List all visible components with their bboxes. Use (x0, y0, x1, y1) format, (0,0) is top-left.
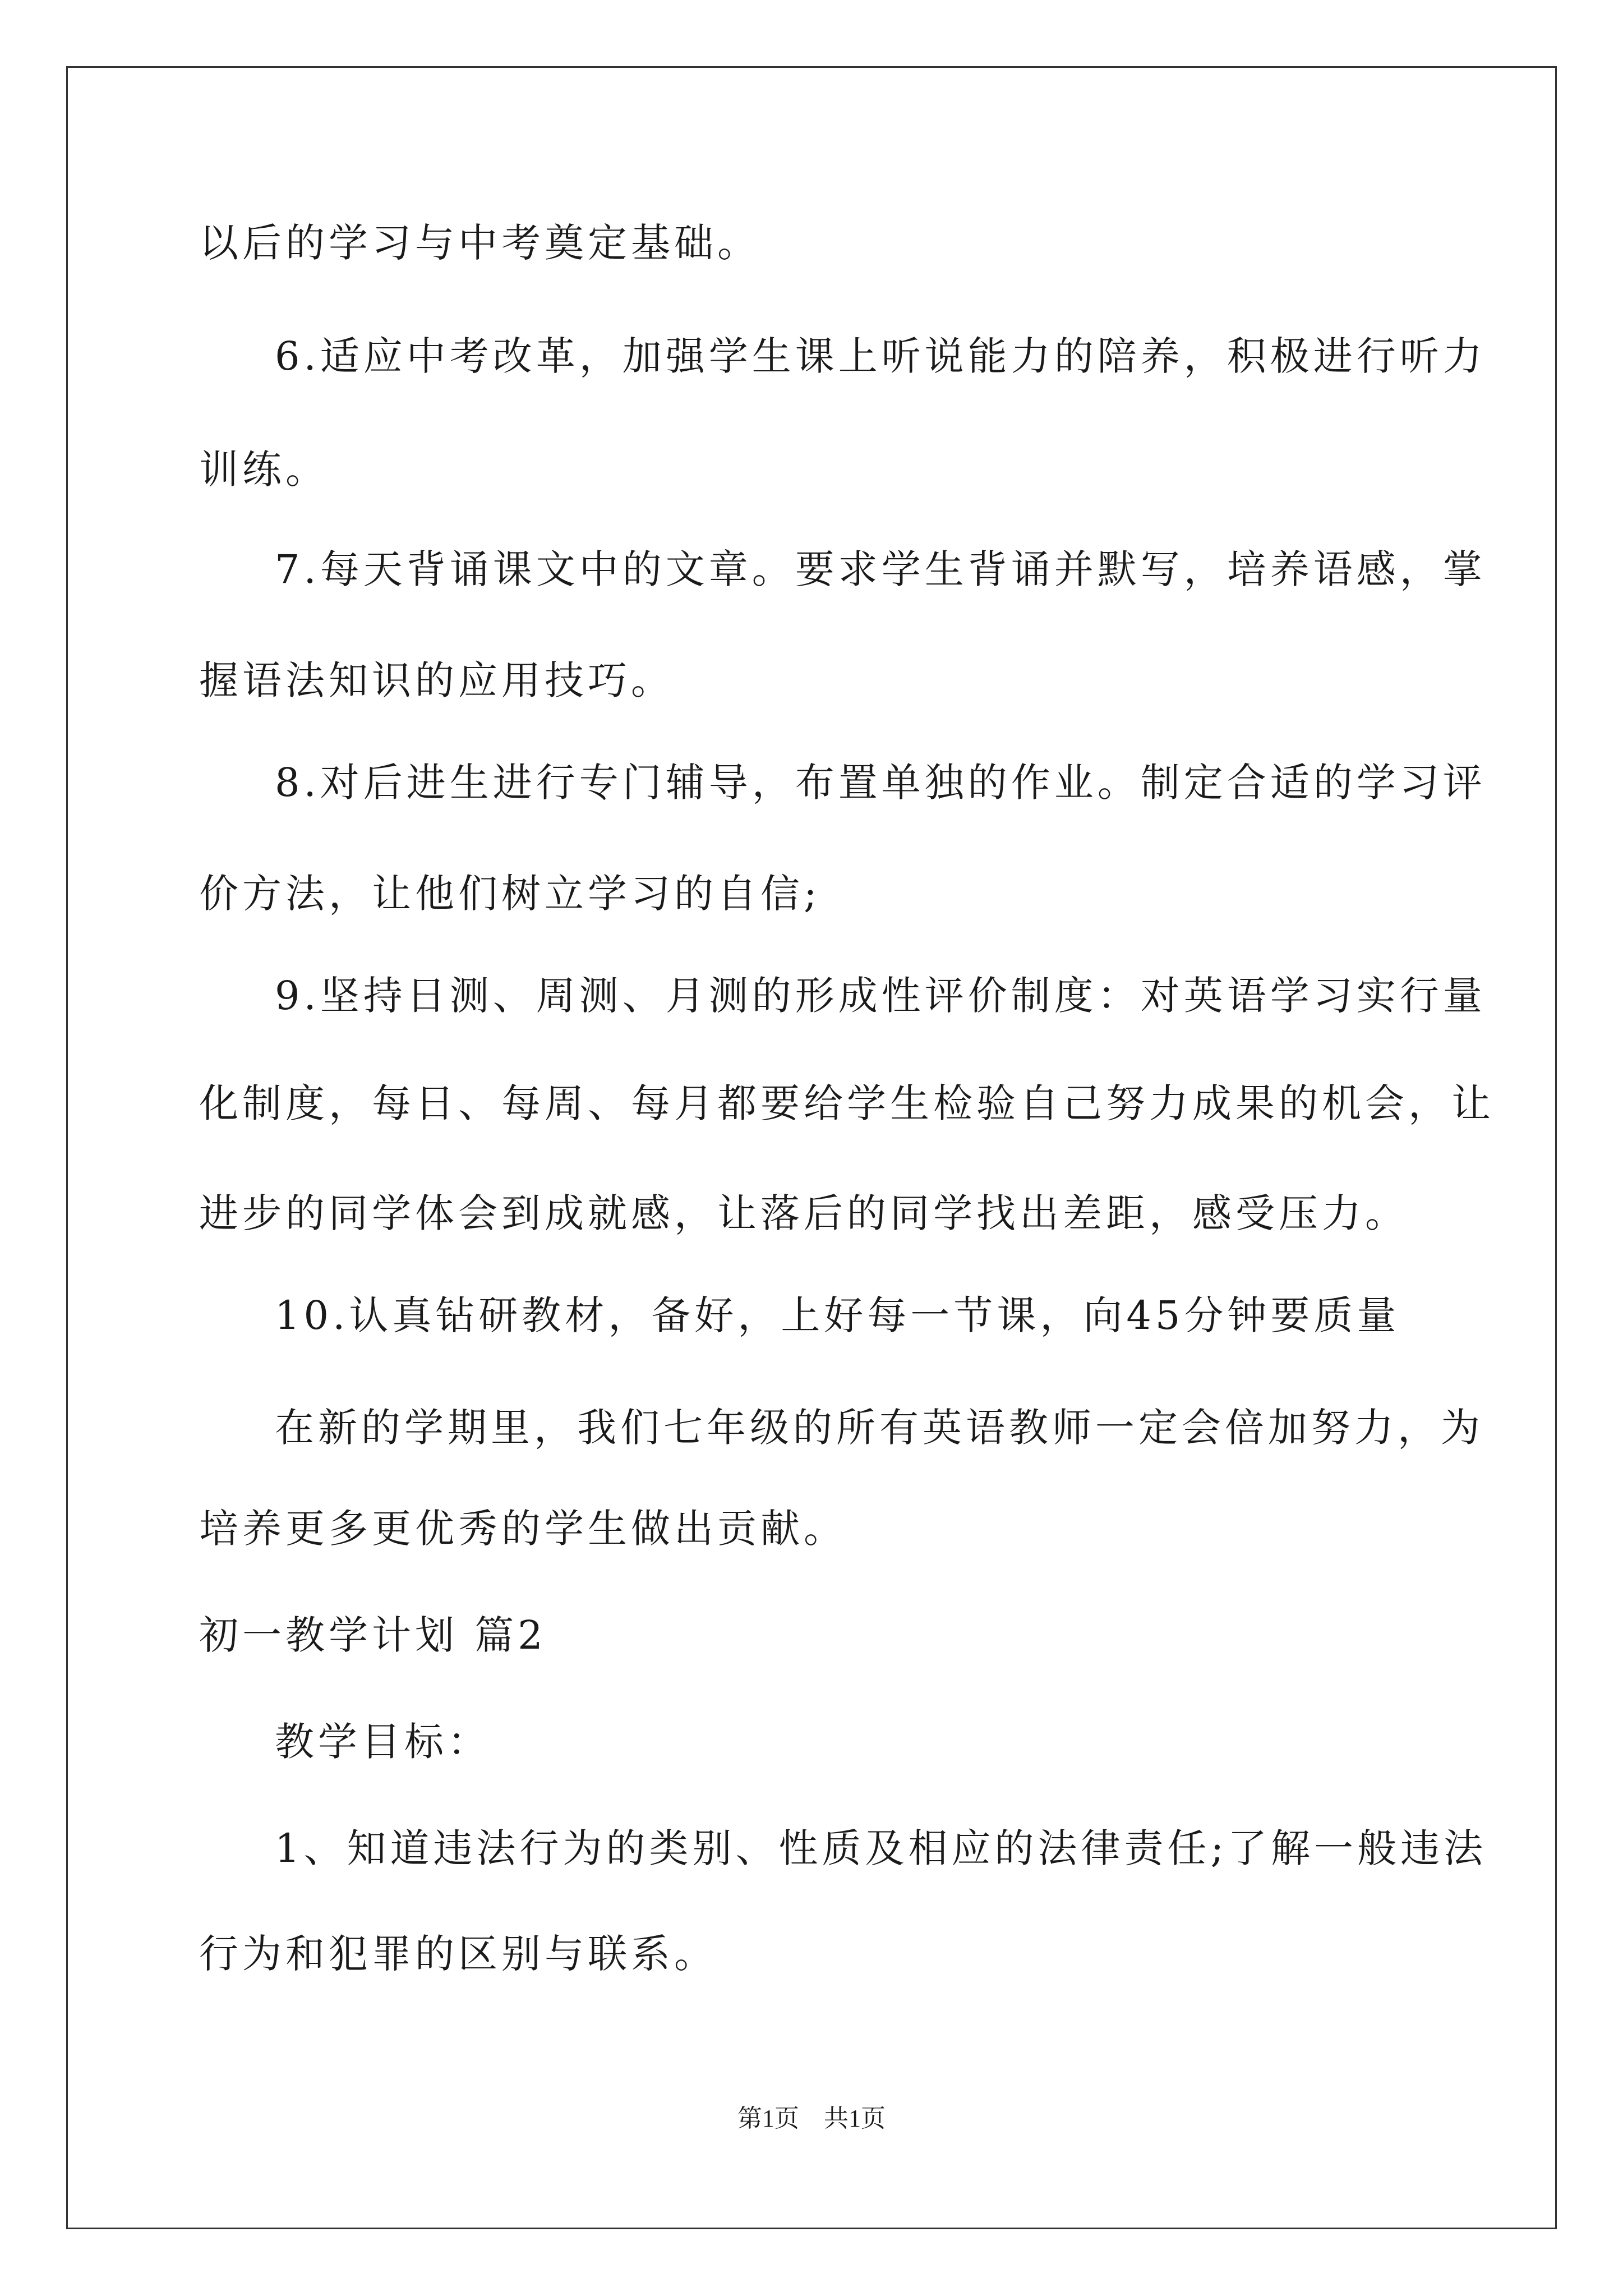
body-line: 以后的学习与中考奠定基础。 (199, 220, 760, 266)
body-line: 教学目标： (275, 1719, 491, 1765)
body-line: 价方法，让他们树立学习的自信; (199, 871, 821, 917)
body-line: 6.适应中考改革，加强学生课上听说能力的陪养，积极进行听力 (275, 333, 1486, 379)
page-footer: 第1页 共1页 (737, 2105, 886, 2132)
body-line: 7.每天背诵课文中的文章。要求学生背诵并默写，培养语感，掌 (275, 546, 1486, 592)
body-line: 握语法知识的应用技巧。 (199, 657, 674, 703)
body-line: 8.对后进生进行专门辅导，布置单独的作业。制定合适的学习评 (275, 760, 1486, 806)
body-line: 行为和犯罪的区别与联系。 (199, 1931, 717, 1977)
body-line: 在新的学期里，我们七年级的所有英语教师一定会倍加努力，为 (275, 1405, 1484, 1451)
body-line: 化制度，每日、每周、每月都要给学生检验自己努力成果的机会，让 (199, 1080, 1495, 1126)
body-line: 9.坚持日测、周测、月测的形成性评价制度：对英语学习实行量 (275, 973, 1486, 1019)
body-line: 10.认真钻研教材，备好，上好每一节课，向45分钟要质量 (275, 1292, 1400, 1338)
section-heading: 初一教学计划 篇2 (199, 1612, 547, 1658)
body-line: 进步的同学体会到成就感，让落后的同学找出差距，感受压力。 (199, 1190, 1408, 1236)
body-line: 1、知道违法行为的类别、性质及相应的法律责任;了解一般违法 (275, 1825, 1487, 1871)
body-line: 训练。 (199, 447, 329, 493)
page-border (66, 66, 1557, 2229)
body-line: 培养更多更优秀的学生做出贡献。 (199, 1506, 847, 1552)
